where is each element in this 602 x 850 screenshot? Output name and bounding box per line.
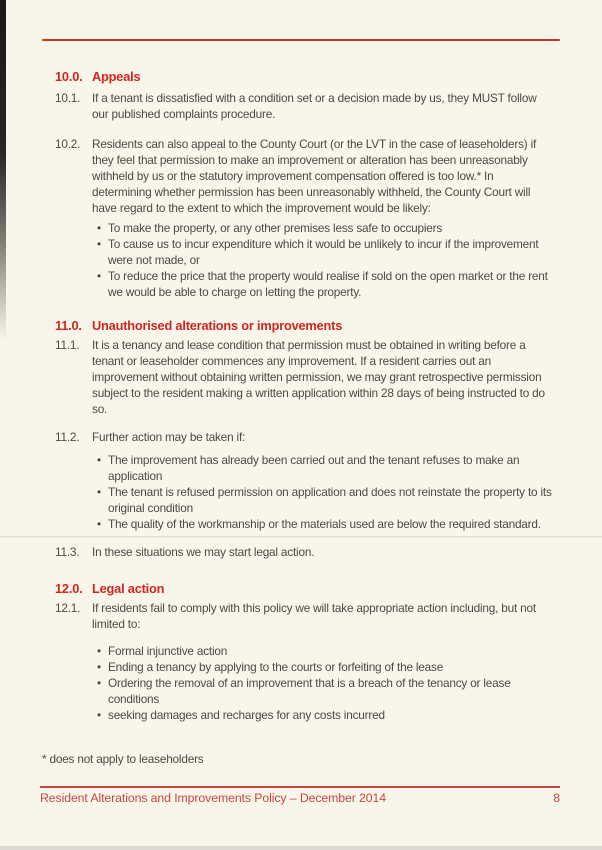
clause-number: 11.1. bbox=[55, 338, 80, 352]
footnote: * does not apply to leaseholders bbox=[42, 752, 204, 766]
clause bbox=[55, 337, 555, 417]
footer-title: Resident Alterations and Improvements Policy – December 2014 bbox=[40, 791, 387, 805]
section-title: Unauthorised alterations or improvements bbox=[92, 318, 343, 333]
clause-number: 10.1. bbox=[55, 91, 81, 105]
footer-rule bbox=[40, 786, 560, 788]
bullet-item: • The quality of the workmanship or the materials used are below the required standard. bbox=[97, 516, 555, 532]
clause-text: In these situations we may start legal action. bbox=[92, 545, 315, 559]
bullet-list bbox=[97, 452, 555, 532]
clause-text: If residents fail to comply with this policy we will take appropriate action including, but not limited to: bbox=[92, 601, 536, 631]
clause-body bbox=[92, 136, 555, 300]
page-footer bbox=[40, 791, 560, 805]
section-title: Appeals bbox=[92, 69, 141, 84]
section-number: 10.0. bbox=[55, 69, 83, 84]
clause-body bbox=[92, 600, 555, 723]
scan-edge-bottom bbox=[0, 846, 602, 850]
clause-number: 12.1. bbox=[55, 601, 81, 615]
clause bbox=[55, 544, 555, 560]
bullet-item: • To make the property, or any other premises less safe to occupiers bbox=[97, 220, 555, 236]
clause-number: 10.2. bbox=[55, 137, 81, 151]
bullet-item: • To cause us to incur expenditure which it would be unlikely to incur if the improvement were not made, or bbox=[97, 236, 555, 268]
clause-text: It is a tenancy and lease condition that permission must be obtained in writing before a tenant or leaseholder commences any improvement. If a resident carries out an improvement without obtaining written permission, we may grant retrospective permission subject to the resident making a written application within 28 days of being instructed to do so. bbox=[92, 338, 545, 416]
bullet-list bbox=[97, 643, 555, 723]
bullet-item: • Ending a tenancy by applying to the courts or forfeiting of the lease bbox=[97, 659, 555, 675]
page-number: 8 bbox=[553, 791, 560, 805]
section-number: 12.0. bbox=[55, 581, 83, 596]
clause bbox=[55, 90, 555, 122]
section-heading bbox=[55, 318, 555, 334]
bullet-list bbox=[97, 220, 555, 300]
clause bbox=[55, 429, 555, 532]
bullet-item: • Formal injunctive action bbox=[97, 643, 555, 659]
section-heading bbox=[55, 581, 555, 597]
clause bbox=[55, 600, 555, 723]
bullet-item: • Ordering the removal of an improvement that is a breach of the tenancy or lease conditions bbox=[97, 675, 555, 707]
section-title: Legal action bbox=[92, 581, 165, 596]
bullet-item: • seeking damages and recharges for any costs incurred bbox=[97, 707, 555, 723]
clause-number: 11.2. bbox=[55, 430, 80, 444]
scan-edge-shadow bbox=[0, 0, 6, 340]
clause-text: Residents can also appeal to the County Court (or the LVT in the case of leaseholders) if they feel that permission to make an improvement or alteration has been unreasonably withheld by us or the statutory improvement compensation offered is too low.* In determining whether permission has been unreasonably withheld, the County Court will have regard to the extent to which the improvement would be likely: bbox=[92, 137, 537, 215]
section-number: 11.0. bbox=[55, 318, 82, 333]
section-heading bbox=[55, 69, 555, 85]
clause-text: Further action may be taken if: bbox=[92, 430, 246, 444]
bullet-item: • The improvement has already been carried out and the tenant refuses to make an application bbox=[97, 452, 555, 484]
page-content bbox=[55, 69, 555, 723]
bullet-item: • The tenant is refused permission on application and does not reinstate the property to its original condition bbox=[97, 484, 555, 516]
bullet-item: • To reduce the price that the property would realise if sold on the open market or the rent we would be able to charge on letting the property. bbox=[97, 268, 555, 300]
clause bbox=[55, 136, 555, 300]
clause-text: If a tenant is dissatisfied with a condition set or a decision made by us, they MUST follow our published complaints procedure. bbox=[92, 91, 537, 121]
clause-body bbox=[92, 429, 555, 532]
top-rule bbox=[42, 39, 560, 41]
clause-number: 11.3. bbox=[55, 545, 80, 559]
